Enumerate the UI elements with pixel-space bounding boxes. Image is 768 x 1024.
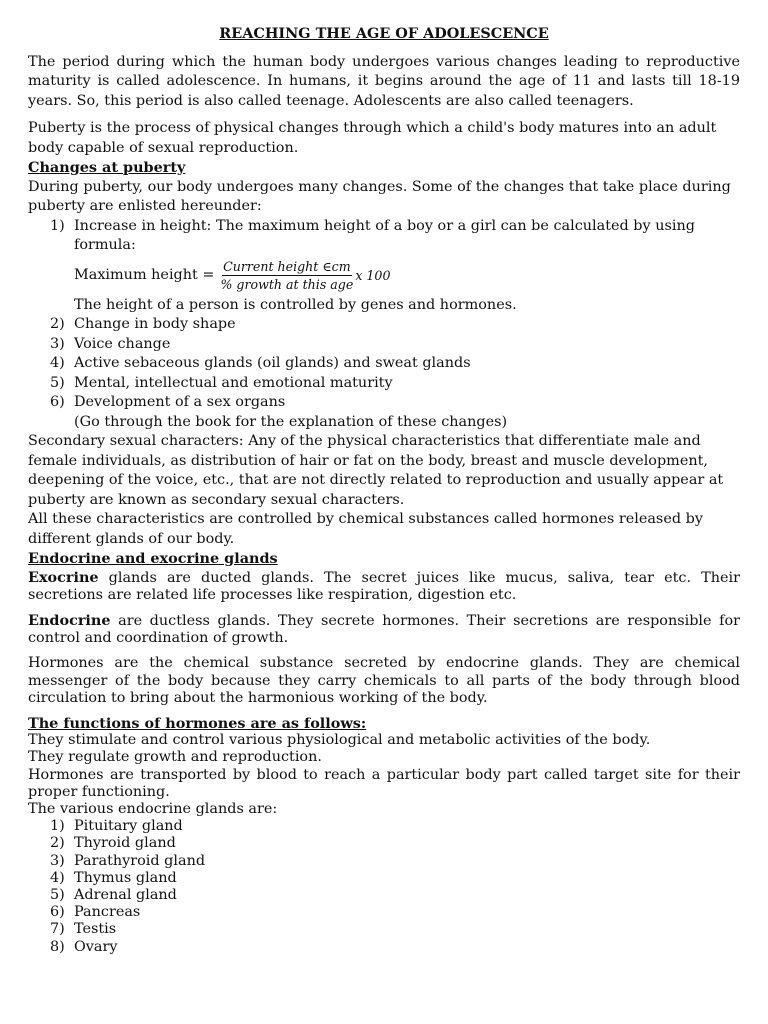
list-item [28, 870, 740, 887]
list-text: Adrenal gland [74, 886, 177, 903]
list-number: 8) [50, 938, 65, 955]
list-item [28, 354, 740, 374]
glands-heading: Endocrine and exocrine glands [28, 550, 278, 567]
list-item [28, 887, 740, 904]
list-number: 1) [50, 818, 65, 835]
intro-paragraph: The period during which the human body undergoes various changes leading to reproductive maturity is called adolescence. In humans, it begins around the age of 11 and lasts till 18-19 years. So, this period is also called teenage. Adolescents are also called teenagers. [28, 53, 740, 109]
list-number: 3) [50, 852, 65, 869]
exocrine-text: glands are ducted glands. The secret juices like mucus, saliva, tear etc. Their secretions are related life processes like respiration, digestion etc. [28, 569, 740, 603]
hormones-definition: Hormones are the chemical substance secreted by endocrine glands. They are chemical messenger of the body because they carry chemicals to all parts of the body through blood circulation to bring about the harmonious working of the body. [28, 655, 740, 706]
list-text: Testis [74, 921, 117, 938]
endocrine-text: are ductless glands. They secrete hormones. Their secretions are responsible for control and coordination of growth. [28, 612, 740, 647]
glands-list [28, 818, 740, 956]
list-number: 1) [50, 217, 65, 234]
list-text: Thymus gland [74, 869, 177, 886]
changes-list-continued [28, 315, 740, 413]
list-text: Pancreas [74, 904, 141, 921]
function-line: They stimulate and control various physiological and metabolic activities of the body. [28, 732, 651, 749]
function-line: The various endocrine glands are: [28, 800, 278, 817]
list-number: 2) [50, 835, 65, 852]
list-text: Active sebaceous glands (oil glands) and sweat glands [74, 355, 471, 371]
list-item [28, 921, 740, 938]
list-number: 6) [50, 904, 65, 921]
list-item [28, 335, 740, 355]
list-number: 2) [50, 316, 65, 332]
list-text: Change in body shape [74, 316, 236, 332]
list-item [28, 217, 740, 256]
list-text: Voice change [74, 335, 171, 352]
list-text: Increase in height: The maximum height of a boy or a girl can be calculated by using formula: [74, 217, 695, 253]
list-item [28, 374, 740, 394]
formula-label: Maximum height = [74, 266, 215, 283]
list-number: 4) [50, 355, 65, 371]
changes-note: (Go through the book for the explanation of these changes) [74, 413, 508, 430]
formula-fraction [220, 259, 353, 292]
endocrine-term: Endocrine [28, 611, 111, 629]
list-item [28, 818, 740, 835]
list-number: 4) [50, 869, 65, 886]
list-item [28, 904, 740, 921]
list-text: Ovary [74, 938, 118, 955]
list-item [28, 315, 740, 335]
changes-intro: During puberty, our body undergoes many changes. Some of the changes that take place during puberty are enlisted hereunder: [28, 178, 731, 214]
secondary-characters-paragraph: Secondary sexual characters: Any of the physical characteristics that differentiate male and female individuals, as distribution of hair or fat on the body, breast and muscle development, deepening of the voice, etc., that are not directly related to reproduction and usually appear at puberty are known as secondary sexual characters. [28, 433, 724, 508]
document-page [28, 24, 740, 956]
list-text: Parathyroid gland [74, 852, 206, 869]
exocrine-paragraph [28, 569, 740, 604]
exocrine-term: Exocrine [28, 568, 99, 586]
list-item [28, 939, 740, 956]
list-text: Development of a sex organs [74, 394, 286, 410]
list-number: 6) [50, 394, 65, 410]
function-line: They regulate growth and reproduction. [28, 749, 322, 766]
changes-list [28, 217, 740, 256]
list-number: 3) [50, 335, 65, 352]
formula-denominator: % growth at this age [220, 277, 354, 292]
formula-numerator: Current height ∈cm [223, 259, 351, 274]
page-title: REACHING THE AGE OF ADOLESCENCE [219, 25, 549, 42]
list-text: Thyroid gland [74, 835, 176, 852]
list-number: 5) [50, 886, 65, 903]
list-item [28, 853, 740, 870]
height-formula [28, 256, 740, 296]
list-item [28, 393, 740, 413]
endocrine-paragraph [28, 612, 740, 647]
formula-multiplier: x 100 [355, 267, 391, 283]
hormones-control-paragraph: All these characteristics are controlled by chemical substances called hormones released by different glands of our body. [28, 511, 703, 547]
function-line: Hormones are transported by blood to reach a particular body part called target site for their proper functioning. [28, 766, 740, 800]
list-text: Pituitary gland [74, 818, 183, 835]
height-note: The height of a person is controlled by genes and hormones. [74, 296, 517, 313]
list-number: 7) [50, 921, 65, 938]
puberty-definition: Puberty is the process of physical changes through which a child's body matures into an adult body capable of sexual reproduction. [28, 120, 717, 156]
list-item [28, 835, 740, 852]
changes-heading: Changes at puberty [28, 159, 186, 176]
functions-heading: The functions of hormones are as follows: [28, 714, 367, 732]
list-number: 5) [50, 374, 65, 391]
list-text: Mental, intellectual and emotional maturity [74, 374, 393, 391]
